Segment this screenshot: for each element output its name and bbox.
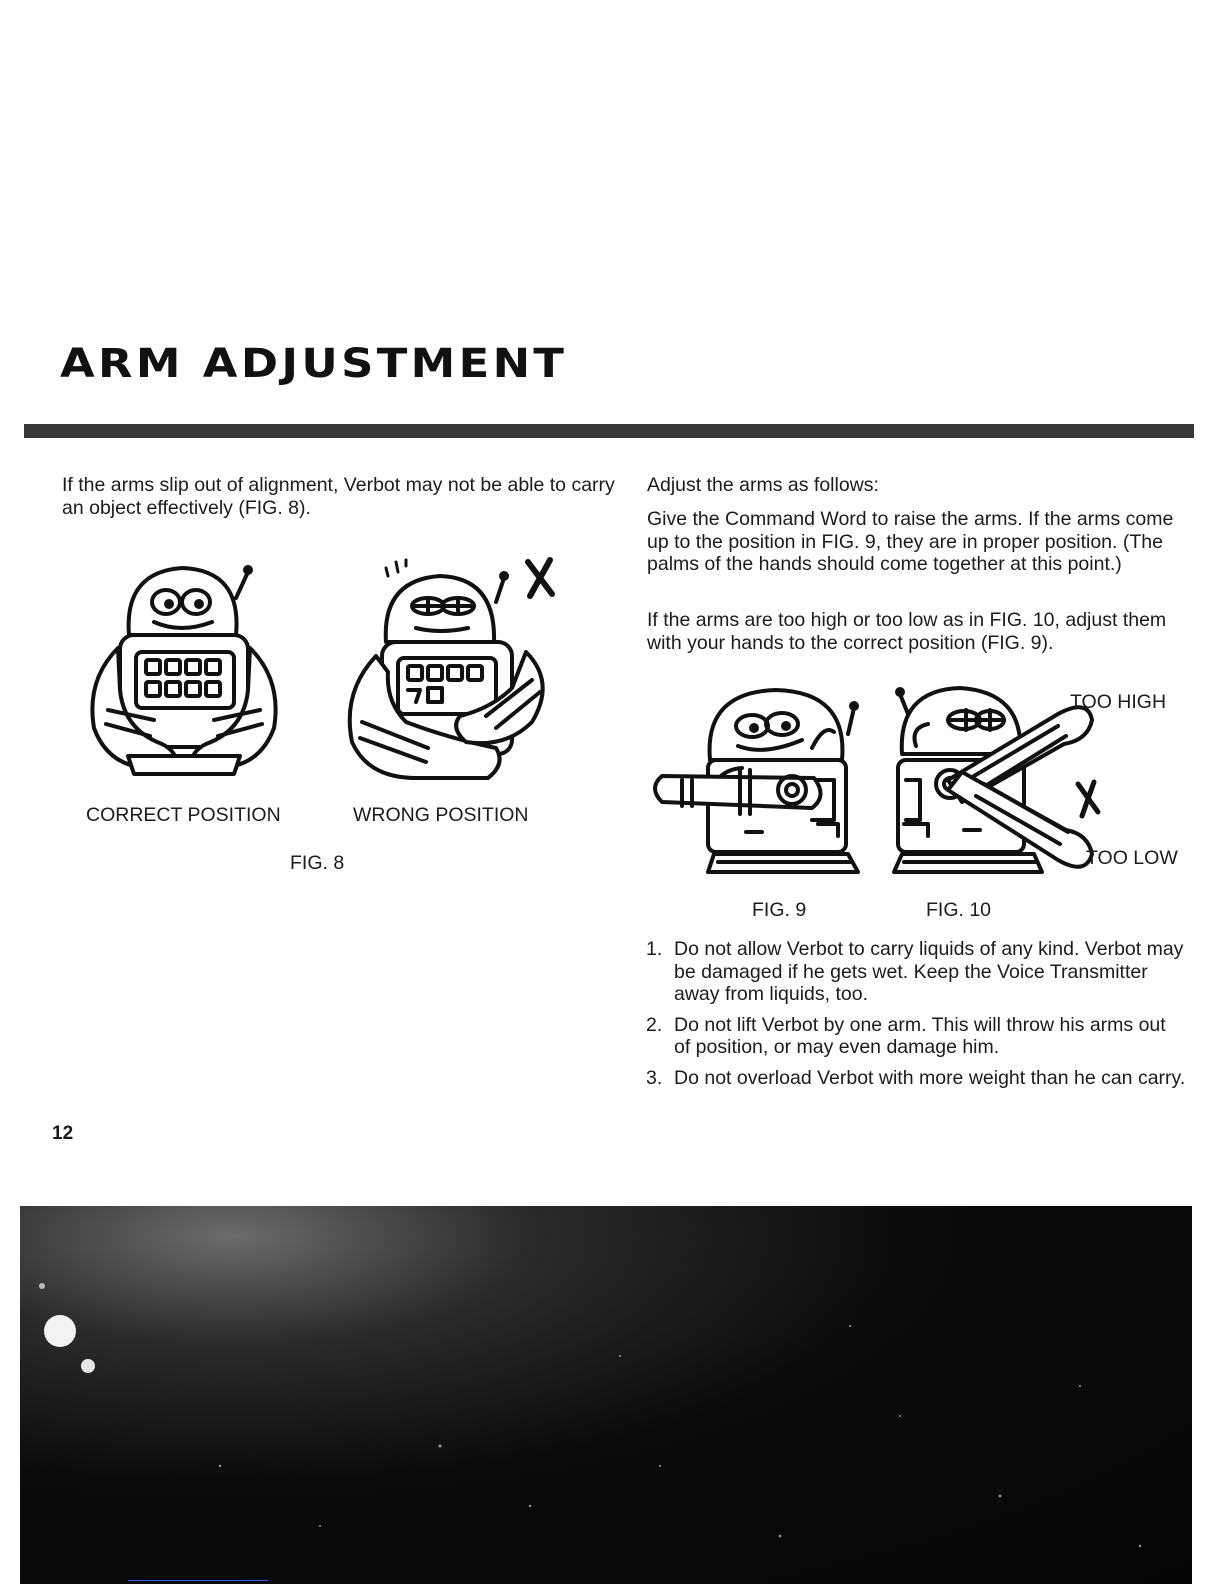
fig10-illustration xyxy=(888,684,1118,884)
too-low-label: TOO LOW xyxy=(1086,847,1178,869)
page-number: 12 xyxy=(52,1123,74,1144)
starfield-decoration xyxy=(20,1206,1192,1584)
list-item xyxy=(646,1014,1186,1059)
list-item xyxy=(646,938,1186,1006)
adjust-instruction-1: Give the Command Word to raise the arms. If the arms come up to the position in FIG. 9, they are in proper position. (The palms of the hands should come together at this point.) xyxy=(647,508,1174,575)
too-high-label: TOO HIGH xyxy=(1070,691,1167,713)
list-item-number: 2. xyxy=(646,1013,663,1036)
wrong-position-caption: WRONG POSITION xyxy=(353,804,529,826)
scan-edge-line xyxy=(128,1580,268,1581)
section-heading: ARM ADJUSTMENT xyxy=(60,341,568,387)
adjust-instruction-2: If the arms are too high or too low as in FIG. 10, adjust them with your hands to the correct position (FIG. 9). xyxy=(647,609,1167,654)
correct-position-illustration xyxy=(84,560,284,785)
list-item-number: 1. xyxy=(646,938,663,960)
dark-photo-background xyxy=(20,1206,1192,1584)
warnings-list xyxy=(646,938,1186,1097)
list-item-number: 3. xyxy=(646,1066,663,1089)
section-heading-clip xyxy=(60,341,568,390)
list-item-text: Do not allow Verbot to carry liquids of any kind. Verbot may be damaged if he gets wet. Keep the Voice Transmitter away from liquids, too. xyxy=(674,938,1184,1005)
fig10-label: FIG. 10 xyxy=(926,899,992,921)
wrong-position-illustration xyxy=(336,552,576,787)
list-item-text: Do not lift Verbot by one arm. This will throw his arms out of position, or may even damage him. xyxy=(674,1013,1166,1058)
intro-paragraph: If the arms slip out of alignment, Verbot may not be able to carry an object effectively (FIG. 8). xyxy=(62,474,615,519)
fig8-label: FIG. 8 xyxy=(290,852,345,874)
adjust-intro: Adjust the arms as follows: xyxy=(647,474,879,496)
correct-position-caption: CORRECT POSITION xyxy=(86,804,281,826)
fig9-label: FIG. 9 xyxy=(752,899,807,921)
list-item xyxy=(646,1067,1186,1090)
fig9-illustration xyxy=(652,684,874,884)
heading-rule xyxy=(24,424,1194,438)
list-item-text: Do not overload Verbot with more weight than he can carry. xyxy=(674,1066,1186,1089)
